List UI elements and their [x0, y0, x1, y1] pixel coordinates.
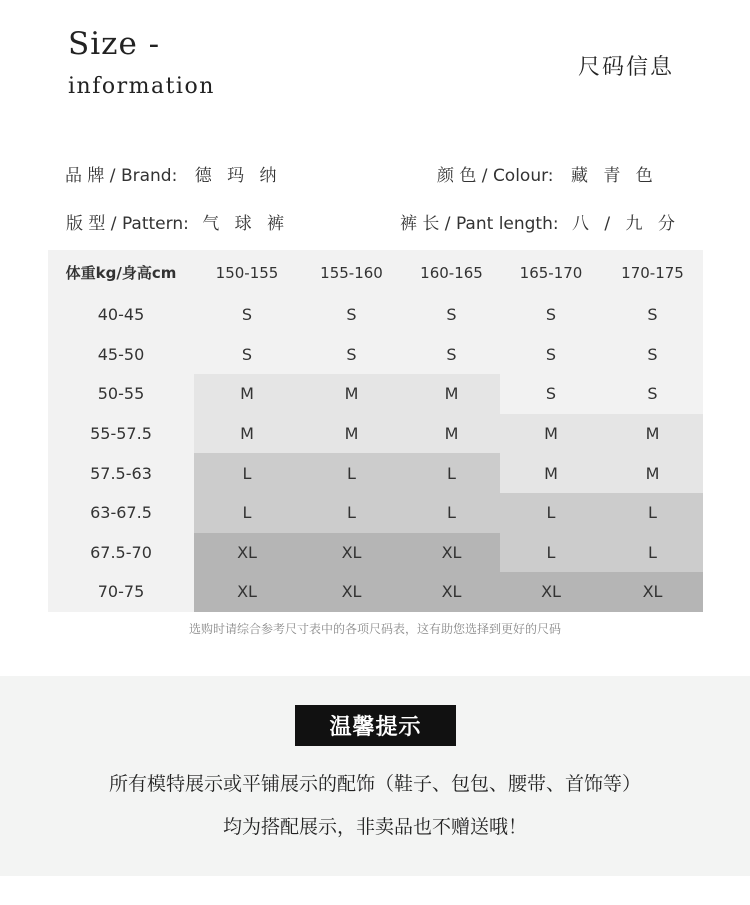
size-cell: L — [602, 533, 703, 573]
weight-label: 57.5-63 — [48, 453, 194, 493]
title-size-info-cn: 尺码信息 — [578, 55, 675, 80]
pattern-spec — [66, 209, 289, 234]
size-cell: XL — [403, 572, 500, 612]
weight-label: 55-57.5 — [48, 414, 194, 454]
length-value: 八 / 九 分 — [572, 214, 680, 234]
size-table — [48, 250, 703, 612]
colour-label: 颜 色 / Colour: — [437, 166, 554, 186]
size-cell: XL — [194, 572, 300, 612]
size-cell: S — [602, 335, 703, 375]
brand-spec — [65, 161, 282, 186]
size-cell: XL — [602, 572, 703, 612]
size-cell: M — [602, 453, 703, 493]
size-cell: XL — [300, 533, 403, 573]
size-cell: S — [300, 295, 403, 335]
title-information: information — [68, 74, 215, 99]
size-cell: M — [403, 374, 500, 414]
size-cell: S — [403, 295, 500, 335]
size-cell: L — [500, 533, 602, 573]
weight-label: 50-55 — [48, 374, 194, 414]
size-cell: M — [500, 414, 602, 454]
title-size: Size - — [68, 26, 161, 62]
brand-label: 品 牌 / Brand: — [65, 166, 178, 186]
height-header: 165-170 — [500, 250, 602, 295]
brand-value: 德 玛 纳 — [194, 166, 282, 186]
size-cell: S — [194, 295, 300, 335]
size-cell: L — [194, 453, 300, 493]
size-cell: S — [500, 295, 602, 335]
weight-label: 70-75 — [48, 572, 194, 612]
size-cell: S — [602, 374, 703, 414]
size-cell: S — [602, 295, 703, 335]
height-header: 160-165 — [403, 250, 500, 295]
weight-label: 40-45 — [48, 295, 194, 335]
tips-line-1: 所有模特展示或平铺展示的配饰（鞋子、包包、腰带、首饰等） — [108, 773, 641, 795]
table-corner-header: 体重kg/身高cm — [48, 250, 194, 295]
pattern-label: 版 型 / Pattern: — [66, 214, 189, 234]
size-cell: M — [300, 374, 403, 414]
size-cell: M — [194, 374, 300, 414]
size-cell: S — [194, 335, 300, 375]
size-cell: XL — [403, 533, 500, 573]
height-header: 170-175 — [602, 250, 703, 295]
height-header: 150-155 — [194, 250, 300, 295]
size-cell: S — [500, 335, 602, 375]
tips-title: 温馨提示 — [295, 705, 456, 746]
pattern-value: 气 球 裤 — [202, 214, 290, 234]
size-cell: L — [602, 493, 703, 533]
size-cell: L — [403, 493, 500, 533]
size-cell: XL — [300, 572, 403, 612]
length-spec — [400, 209, 680, 234]
height-header: 155-160 — [300, 250, 403, 295]
size-cell: L — [194, 493, 300, 533]
colour-value: 藏 青 色 — [570, 166, 658, 186]
size-cell: M — [194, 414, 300, 454]
size-cell: S — [500, 374, 602, 414]
size-cell: M — [403, 414, 500, 454]
size-cell: S — [403, 335, 500, 375]
size-cell: M — [300, 414, 403, 454]
weight-label: 45-50 — [48, 335, 194, 375]
weight-label: 67.5-70 — [48, 533, 194, 573]
size-cell: M — [602, 414, 703, 454]
size-cell: L — [300, 453, 403, 493]
tips-line-2: 均为搭配展示，非卖品也不赠送哦！ — [222, 816, 527, 838]
size-cell: XL — [500, 572, 602, 612]
length-label: 裤 长 / Pant length: — [400, 214, 559, 234]
size-cell: L — [403, 453, 500, 493]
colour-spec — [437, 161, 658, 186]
size-note: 选购时请综合参考尺寸表中的各项尺码表，这有助您选择到更好的尺码 — [188, 622, 561, 636]
weight-label: 63-67.5 — [48, 493, 194, 533]
size-cell: S — [300, 335, 403, 375]
size-cell: L — [300, 493, 403, 533]
size-cell: M — [500, 453, 602, 493]
size-cell: L — [500, 493, 602, 533]
size-cell: XL — [194, 533, 300, 573]
